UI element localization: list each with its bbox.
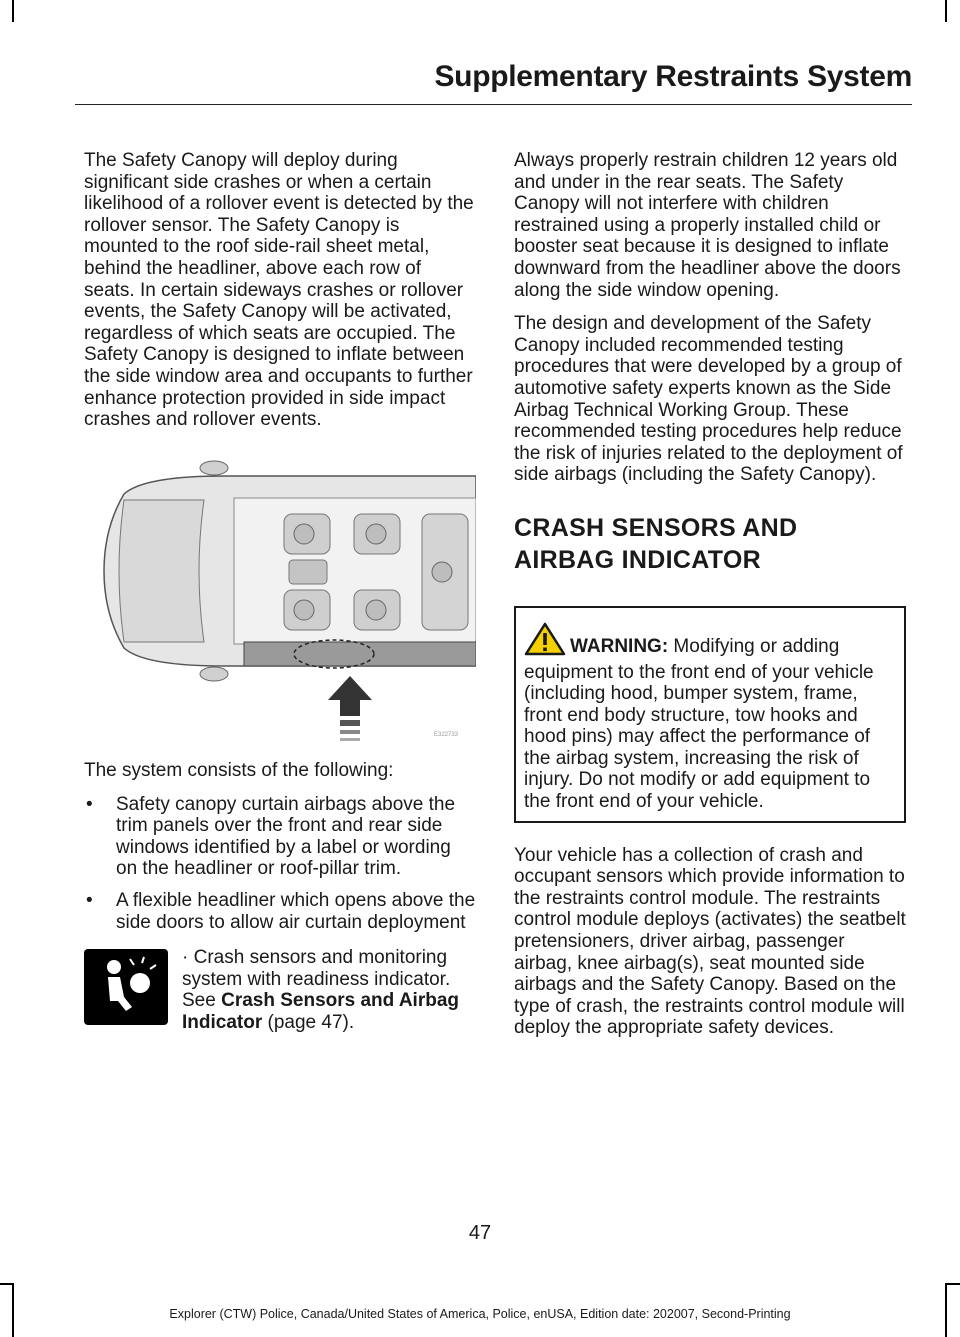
page-title: Supplementary Restraints System	[434, 60, 912, 93]
right-column	[514, 150, 906, 1051]
warning-text: Modifying or adding equipment to the front end of your vehicle (including hood, bumper system, frame, front end body structure, tow hooks and hood pins) may affect the performance of the airbag system, increasing the risk of injury. Do not modify or add equipment to the front end of your vehicle.	[524, 635, 874, 813]
child-restraint-paragraph: Always properly restrain children 12 years old and under in the rear seats. The Safety Canopy will not interfere with children restrained using a properly installed child or booster seat because it is designed to inflate downward from the headliner above the doors along the side window opening.	[514, 150, 901, 301]
safety-canopy-intro: The Safety Canopy will deploy during significant side crashes or when a certain likelihood of a rollover event is detected by the rollover sensor. The Safety Canopy is mounted to the roof side-rail sheet metal, behind the headliner, above each row of seats. In certain sideways crashes or rollover events, the Safety Canopy will be activated, regardless of which seats are occupied. The Safety Canopy is designed to inflate between the side window area and occupants to further enhance protection provided in side impact crashes and rollover events.	[84, 150, 474, 431]
section-heading-crash-sensors	[514, 512, 906, 576]
left-column-lower	[84, 760, 476, 1034]
left-column	[84, 150, 476, 443]
warning-label: WARNING:	[570, 635, 669, 657]
list-item: • Safety canopy curtain airbags above the trim panels over the front and rear side windows identified by a label or wording on the headliner or roof-pillar trim.	[84, 794, 476, 880]
warning-box	[514, 606, 906, 823]
crop-mark-top-right	[945, 0, 947, 22]
indicator-page-ref: (page 47).	[262, 1011, 355, 1033]
crash-sensors-link[interactable]: Crash Sensors and Airbag Indicator	[182, 990, 460, 1033]
system-components-list	[84, 794, 476, 934]
indicator-text: · Crash sensors and monitoring system with readiness indicator. See	[182, 947, 451, 1012]
warning-triangle-icon	[524, 622, 566, 662]
system-intro: The system consists of the following:	[84, 760, 394, 781]
crop-mark-top-left	[12, 0, 14, 22]
section-heading-line-1: CRASH SENSORS AND	[514, 513, 798, 542]
crop-mark-bottom-right-h	[945, 1283, 960, 1285]
section-heading-line-2: AIRBAG INDICATOR	[514, 545, 761, 574]
readiness-indicator-block	[84, 947, 476, 1033]
header-rule	[75, 104, 912, 105]
crop-mark-bottom-left-h	[0, 1283, 14, 1285]
crash-sensors-paragraph: Your vehicle has a collection of crash and occupant sensors which provide information to the restraints control module. The restraints control module deploys (activates) the seatbelt pretensioners, driver airbag, passenger airbag, knee airbag(s), seat mounted side airbags and the Safety Canopy. Based on the type of crash, the restraints control module will deploy the appropriate safety devices.	[514, 844, 906, 1039]
figure-id: E322733	[434, 732, 459, 738]
safety-canopy-figure	[84, 454, 476, 744]
airbag-warning-icon	[84, 949, 168, 1025]
testing-procedures-paragraph: The design and development of the Safety Canopy included recommended testing procedures that were developed by a group of automotive safety experts known as the Side Airbag Technical Working Group. These recommended testing procedures help reduce the risk of injuries related to the deployment of side airbags (including the Safety Canopy).	[514, 313, 903, 486]
page-number: 47	[468, 1222, 492, 1244]
vehicle-top-view-illustration	[84, 454, 476, 744]
list-item: • A flexible headliner which opens above the side doors to allow air curtain deployment	[84, 890, 476, 933]
footer-edition-info: Explorer (CTW) Police, Canada/United States of America, Police, enUSA, Edition date: 202007, Second-Printing	[169, 1307, 791, 1321]
